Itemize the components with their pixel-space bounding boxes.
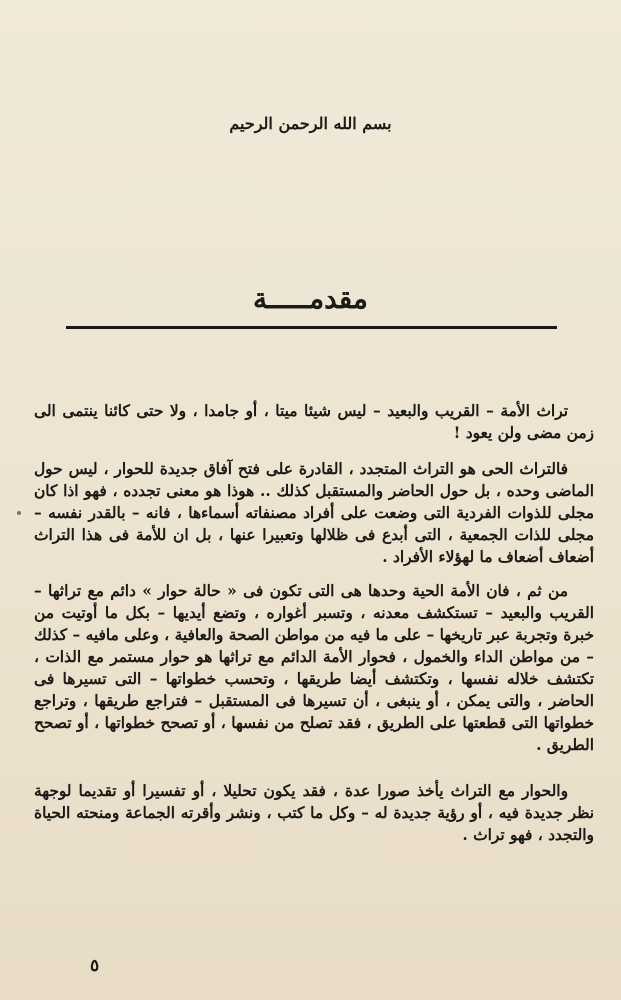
- body-text: [34, 400, 594, 846]
- page-number: ٥: [90, 956, 100, 976]
- page-title: مقدمـــــة: [253, 282, 368, 315]
- paragraph-4: والحوار مع التراث يأخذ صورا عدة ، فقد يكون تحليلا ، أو تفسيرا أو تقديما لوجهة نظر جديدة فيه ، أو رؤية جديدة له – وكل ما كتب ، ونشر وأقرته الجماعة ومنحته الحياة والتجدد ، فهو تراث .: [34, 782, 594, 844]
- basmala-heading: بسم الله الرحمن الرحيم: [229, 114, 392, 133]
- ink-speck: [17, 511, 21, 515]
- paragraph-2: فالتراث الحى هو التراث المتجدد ، القادرة على فتح آفاق جديدة للحوار ، ليس حول الماضى وحده ، بل حول الحاضر والمستقبل كذلك .. هوذا هو معنى تجدده ، فهو اذا كان مجلى للذوات الفردية التى وضعت على أفراد مصنفاته أسماءها ، فانه – بالقدر نفسه – مجلى للذات الجمعية ، التى أبدع فى ظلالها وتعبيرا عنها ، بل ان للأمة فى هذا التراث أضعاف أضعاف ما لهؤلاء الأفراد .: [34, 460, 594, 566]
- paragraph-3: من ثم ، فان الأمة الحية وحدها هى التى تكون فى « حالة حوار » دائم مع تراثها – القريب والبعيد – تستكشف معدنه ، وتسبر أغواره ، وتضع أيديها – بكل ما أوتيت من خبرة وتجربة عبر تاريخها – على ما فيه من مواطن الصحة والعافية ، وعلى مافيه – كذلك – من مواطن الداء والخمول ، فحوار الأمة الدائم مع تراثها هو حوار مستمر مع الذات ، تكتشف خلاله نفسها ، وتكتشف أيضا طريقها ، وتحسب خطواتها – التى تسيرها فى الحاضر ، والتى يمكن ، أو ينبغى ، أن تسيرها فى المستقبل – فتراجع طريقها ، وتراجع خطواتها التى قطعتها على الطريق ، فقد تصلح من نفسها ، أو تصحح خطواتها ، أو تصحح الطريق .: [34, 582, 594, 754]
- title-underline: [66, 326, 557, 329]
- paragraph-1: تراث الأمة – القريب والبعيد – ليس شيئا ميتا ، أو جامدا ، ولا حتى كائنا ينتمى الى زمن مضى ولن يعود !: [34, 402, 594, 442]
